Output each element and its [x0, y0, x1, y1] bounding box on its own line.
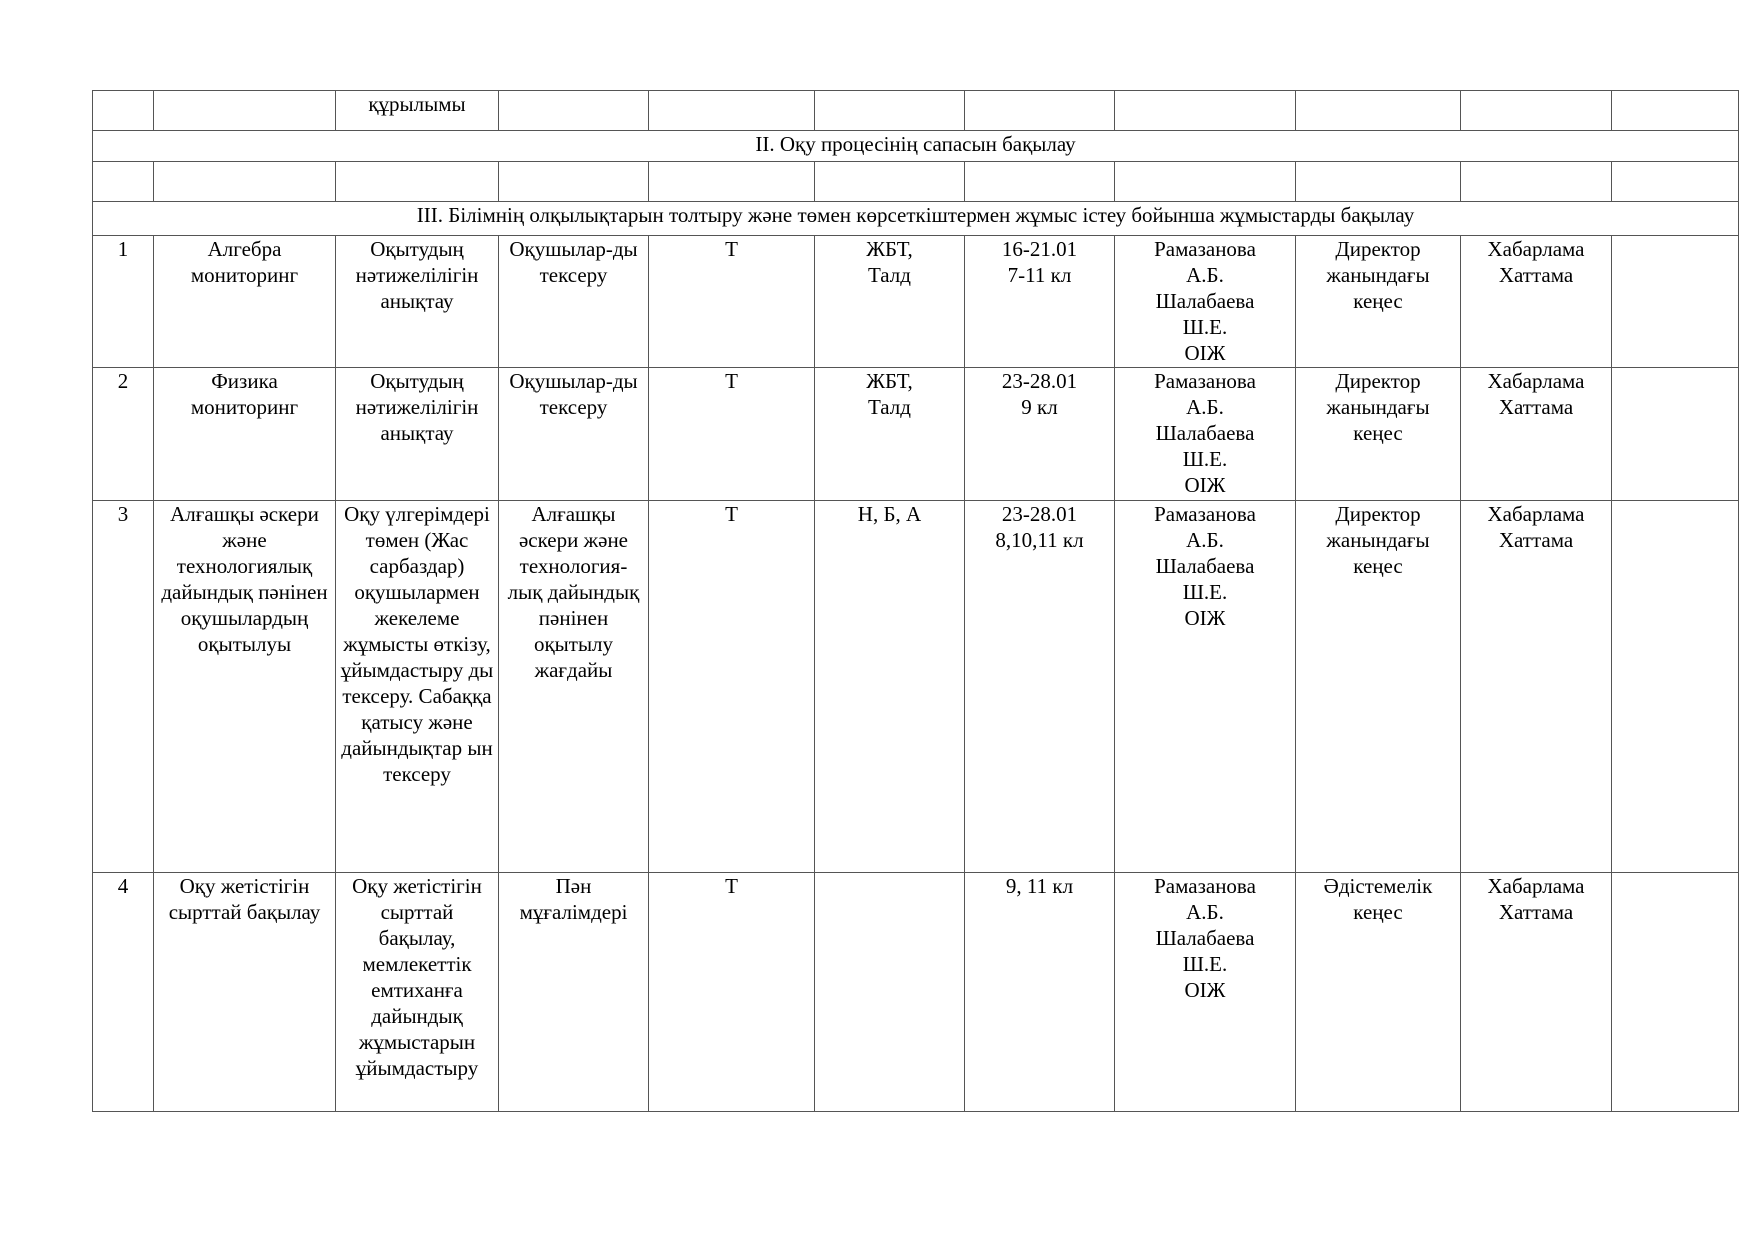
type-cell: Т [649, 501, 815, 873]
goal-cell: Оқытудың нәтижелілігін анықтау [336, 236, 499, 368]
review-cell: Директор жанындағы кеңес [1296, 236, 1461, 368]
type-cell: Т [649, 368, 815, 501]
note-cell [1612, 501, 1739, 873]
cell-line: Хабарлама [1487, 874, 1585, 898]
cell-line: Шалабаева [1155, 289, 1255, 313]
subject-cell: Алгебра мониторинг [154, 236, 336, 368]
section-heading-row [93, 131, 1739, 162]
note-cell [1612, 368, 1739, 501]
result-cell [1461, 236, 1612, 368]
row-number: 1 [93, 236, 154, 368]
method-cell [815, 368, 965, 501]
cell-line: 7-11 кл [1007, 263, 1072, 287]
cell-line: 8,10,11 кл [995, 528, 1084, 552]
cell-line: Рамазанова [1154, 874, 1256, 898]
cell-line: А.Б. [1186, 263, 1224, 287]
object-cell: Оқушылар-ды тексеру [499, 368, 649, 501]
type-cell: Т [649, 873, 815, 1112]
table-cell [649, 91, 815, 131]
table-row [93, 162, 1739, 202]
cell-line: 9 кл [1021, 395, 1058, 419]
goal-cell: Оқытудың нәтижелілігін анықтау [336, 368, 499, 501]
date-cell [965, 873, 1115, 1112]
cell-line: 9, 11 кл [1005, 874, 1074, 898]
cell-line: Н, Б, А [857, 502, 922, 526]
row-number: 2 [93, 368, 154, 501]
cell-line: А.Б. [1186, 900, 1224, 924]
method-cell [815, 236, 965, 368]
table-cell [965, 91, 1115, 131]
table-cell [965, 162, 1115, 202]
row-number: 4 [93, 873, 154, 1112]
cell-line: Хаттама [1498, 263, 1574, 287]
table-cell [815, 162, 965, 202]
cell-line: Талд [868, 395, 911, 419]
table-cell [1461, 91, 1612, 131]
cell-line: Шалабаева [1155, 926, 1255, 950]
type-cell: Т [649, 236, 815, 368]
table-row [93, 236, 1739, 368]
note-cell [1612, 873, 1739, 1112]
cell-line: Ш.Е. [1182, 952, 1228, 976]
table-cell [1461, 162, 1612, 202]
table-cell [93, 91, 154, 131]
table-cell [815, 91, 965, 131]
cell-line: Хаттама [1498, 528, 1574, 552]
subject-cell: Физика мониторинг [154, 368, 336, 501]
cell-line: 23-28.01 [1001, 369, 1078, 393]
cell-line: Ш.Е. [1182, 447, 1228, 471]
table-row [93, 368, 1739, 501]
result-cell [1461, 501, 1612, 873]
table-cell [336, 162, 499, 202]
section-heading-row [93, 202, 1739, 236]
date-cell [965, 236, 1115, 368]
table-row [93, 873, 1739, 1112]
cell-line: Шалабаева [1155, 421, 1255, 445]
table-cell [1296, 162, 1461, 202]
table-cell [154, 162, 336, 202]
goal-cell: Оқу үлгерімдері төмен (Жас сарбаздар) оқушылармен жекелеме жұмысты өткізу, ұйымдастыру ды тексеру. Сабаққа қатысу және дайындықтар ын тексеру [336, 501, 499, 873]
cell-line: ЖБТ, [866, 237, 913, 261]
table-cell [93, 162, 154, 202]
cell-line: Ш.Е. [1182, 580, 1228, 604]
cell-line: А.Б. [1186, 395, 1224, 419]
responsible-cell [1115, 236, 1296, 368]
cell-line: 23-28.01 [1001, 502, 1078, 526]
cell-line: 16-21.01 [1001, 237, 1078, 261]
cell-line: ОІЖ [1184, 473, 1226, 497]
object-cell: Оқушылар-ды тексеру [499, 236, 649, 368]
cell-line: ОІЖ [1184, 978, 1226, 1002]
cell-line: Рамазанова [1154, 237, 1256, 261]
subject-cell: Алғашқы әскери және технологиялық дайындық пәнінен оқушылардың оқытылуы [154, 501, 336, 873]
responsible-cell [1115, 501, 1296, 873]
cell-line: Хаттама [1498, 395, 1574, 419]
result-cell [1461, 368, 1612, 501]
table-cell [1612, 91, 1739, 131]
table-cell [499, 162, 649, 202]
cell-line: Хабарлама [1487, 369, 1585, 393]
table-cell [1115, 162, 1296, 202]
table-cell [154, 91, 336, 131]
cell-line: ОІЖ [1184, 341, 1226, 365]
section-3-title: III. Білімнің олқылықтарын толтыру және төмен көрсеткіштермен жұмыс істеу бойынша жұмыстарды бақылау [93, 202, 1739, 236]
table-row [93, 501, 1739, 873]
cell-line: ОІЖ [1184, 606, 1226, 630]
date-cell [965, 501, 1115, 873]
note-cell [1612, 236, 1739, 368]
cell-line: Рамазанова [1154, 369, 1256, 393]
control-plan-table [92, 90, 1739, 1112]
goal-cell: Оқу жетістігін сырттай бақылау, мемлекеттік емтиханға дайындық жұмыстарын ұйымдастыру [336, 873, 499, 1112]
method-cell [815, 873, 965, 1112]
responsible-cell [1115, 368, 1296, 501]
cell-line: Талд [868, 263, 911, 287]
table-cell [649, 162, 815, 202]
review-cell: Директор жанындағы кеңес [1296, 501, 1461, 873]
row-number: 3 [93, 501, 154, 873]
cell-line: Хаттама [1498, 900, 1574, 924]
method-cell [815, 501, 965, 873]
section-2-title: II. Оқу процесінің сапасын бақылау [93, 131, 1739, 162]
table-cell: құрылымы [336, 91, 499, 131]
object-cell: Алғашқы әскери және технология-лық дайындық пәнінен оқытылу жағдайы [499, 501, 649, 873]
cell-line: А.Б. [1186, 528, 1224, 552]
object-cell: Пән мұғалімдері [499, 873, 649, 1112]
table-cell [1296, 91, 1461, 131]
cell-line: Рамазанова [1154, 502, 1256, 526]
result-cell [1461, 873, 1612, 1112]
cell-line: Шалабаева [1155, 554, 1255, 578]
table-cell [1115, 91, 1296, 131]
cell-line: Хабарлама [1487, 237, 1585, 261]
cell-line: Хабарлама [1487, 502, 1585, 526]
review-cell: Әдістемелік кеңес [1296, 873, 1461, 1112]
review-cell: Директор жанындағы кеңес [1296, 368, 1461, 501]
cell-line: ЖБТ, [866, 369, 913, 393]
cell-line: Ш.Е. [1182, 315, 1228, 339]
table-cell [1612, 162, 1739, 202]
table-cell [499, 91, 649, 131]
table-row [93, 91, 1739, 131]
date-cell [965, 368, 1115, 501]
responsible-cell [1115, 873, 1296, 1112]
subject-cell: Оқу жетістігін сырттай бақылау [154, 873, 336, 1112]
